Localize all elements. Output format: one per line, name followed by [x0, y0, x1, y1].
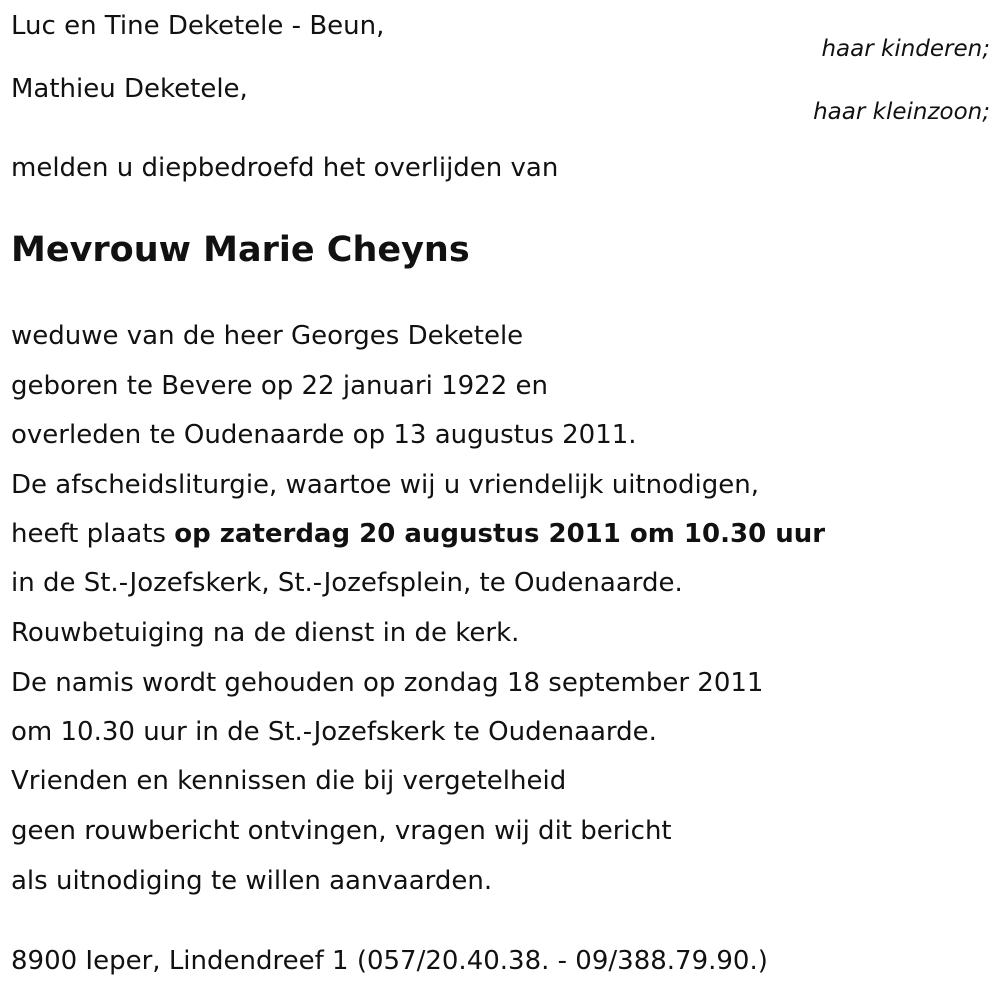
- body-line: De namis wordt gehouden op zondag 18 september 2011: [11, 668, 764, 698]
- children-role: haar kinderen;: [821, 36, 990, 62]
- deceased-name: Mevrouw Marie Cheyns: [11, 230, 470, 270]
- body-line: in de St.-Jozefskerk, St.-Jozefsplein, te Oudenaarde.: [11, 568, 683, 598]
- body-line: overleden te Oudenaarde op 13 augustus 2011.: [11, 420, 637, 450]
- grandson-role: haar kleinzoon;: [813, 99, 990, 125]
- body-line: als uitnodiging te willen aanvaarden.: [11, 866, 493, 896]
- body-line: De afscheidsliturgie, waartoe wij u vriendelijk uitnodigen,: [11, 470, 759, 500]
- address-line: 8900 Ieper, Lindendreef 1 (057/20.40.38. - 09/388.79.90.): [11, 946, 768, 976]
- funeral-time-line: [11, 518, 825, 550]
- funeral-date-time: op zaterdag 20 augustus 2011 om 10.30 uur: [174, 519, 826, 549]
- body-line: geen rouwbericht ontvingen, vragen wij dit bericht: [11, 816, 672, 846]
- body-line-prefix: heeft plaats: [11, 519, 175, 549]
- body-line: geboren te Bevere op 22 januari 1922 en: [11, 371, 548, 401]
- grandson-name: Mathieu Deketele,: [11, 74, 248, 104]
- body-line: Rouwbetuiging na de dienst in de kerk.: [11, 618, 520, 648]
- body-line: Vrienden en kennissen die bij vergetelheid: [11, 766, 567, 796]
- children-names: Luc en Tine Deketele - Beun,: [11, 11, 385, 41]
- announcement-text: melden u diepbedroefd het overlijden van: [11, 153, 559, 183]
- body-line: om 10.30 uur in de St.-Jozefskerk te Oudenaarde.: [11, 717, 657, 747]
- body-line: weduwe van de heer Georges Deketele: [11, 321, 524, 351]
